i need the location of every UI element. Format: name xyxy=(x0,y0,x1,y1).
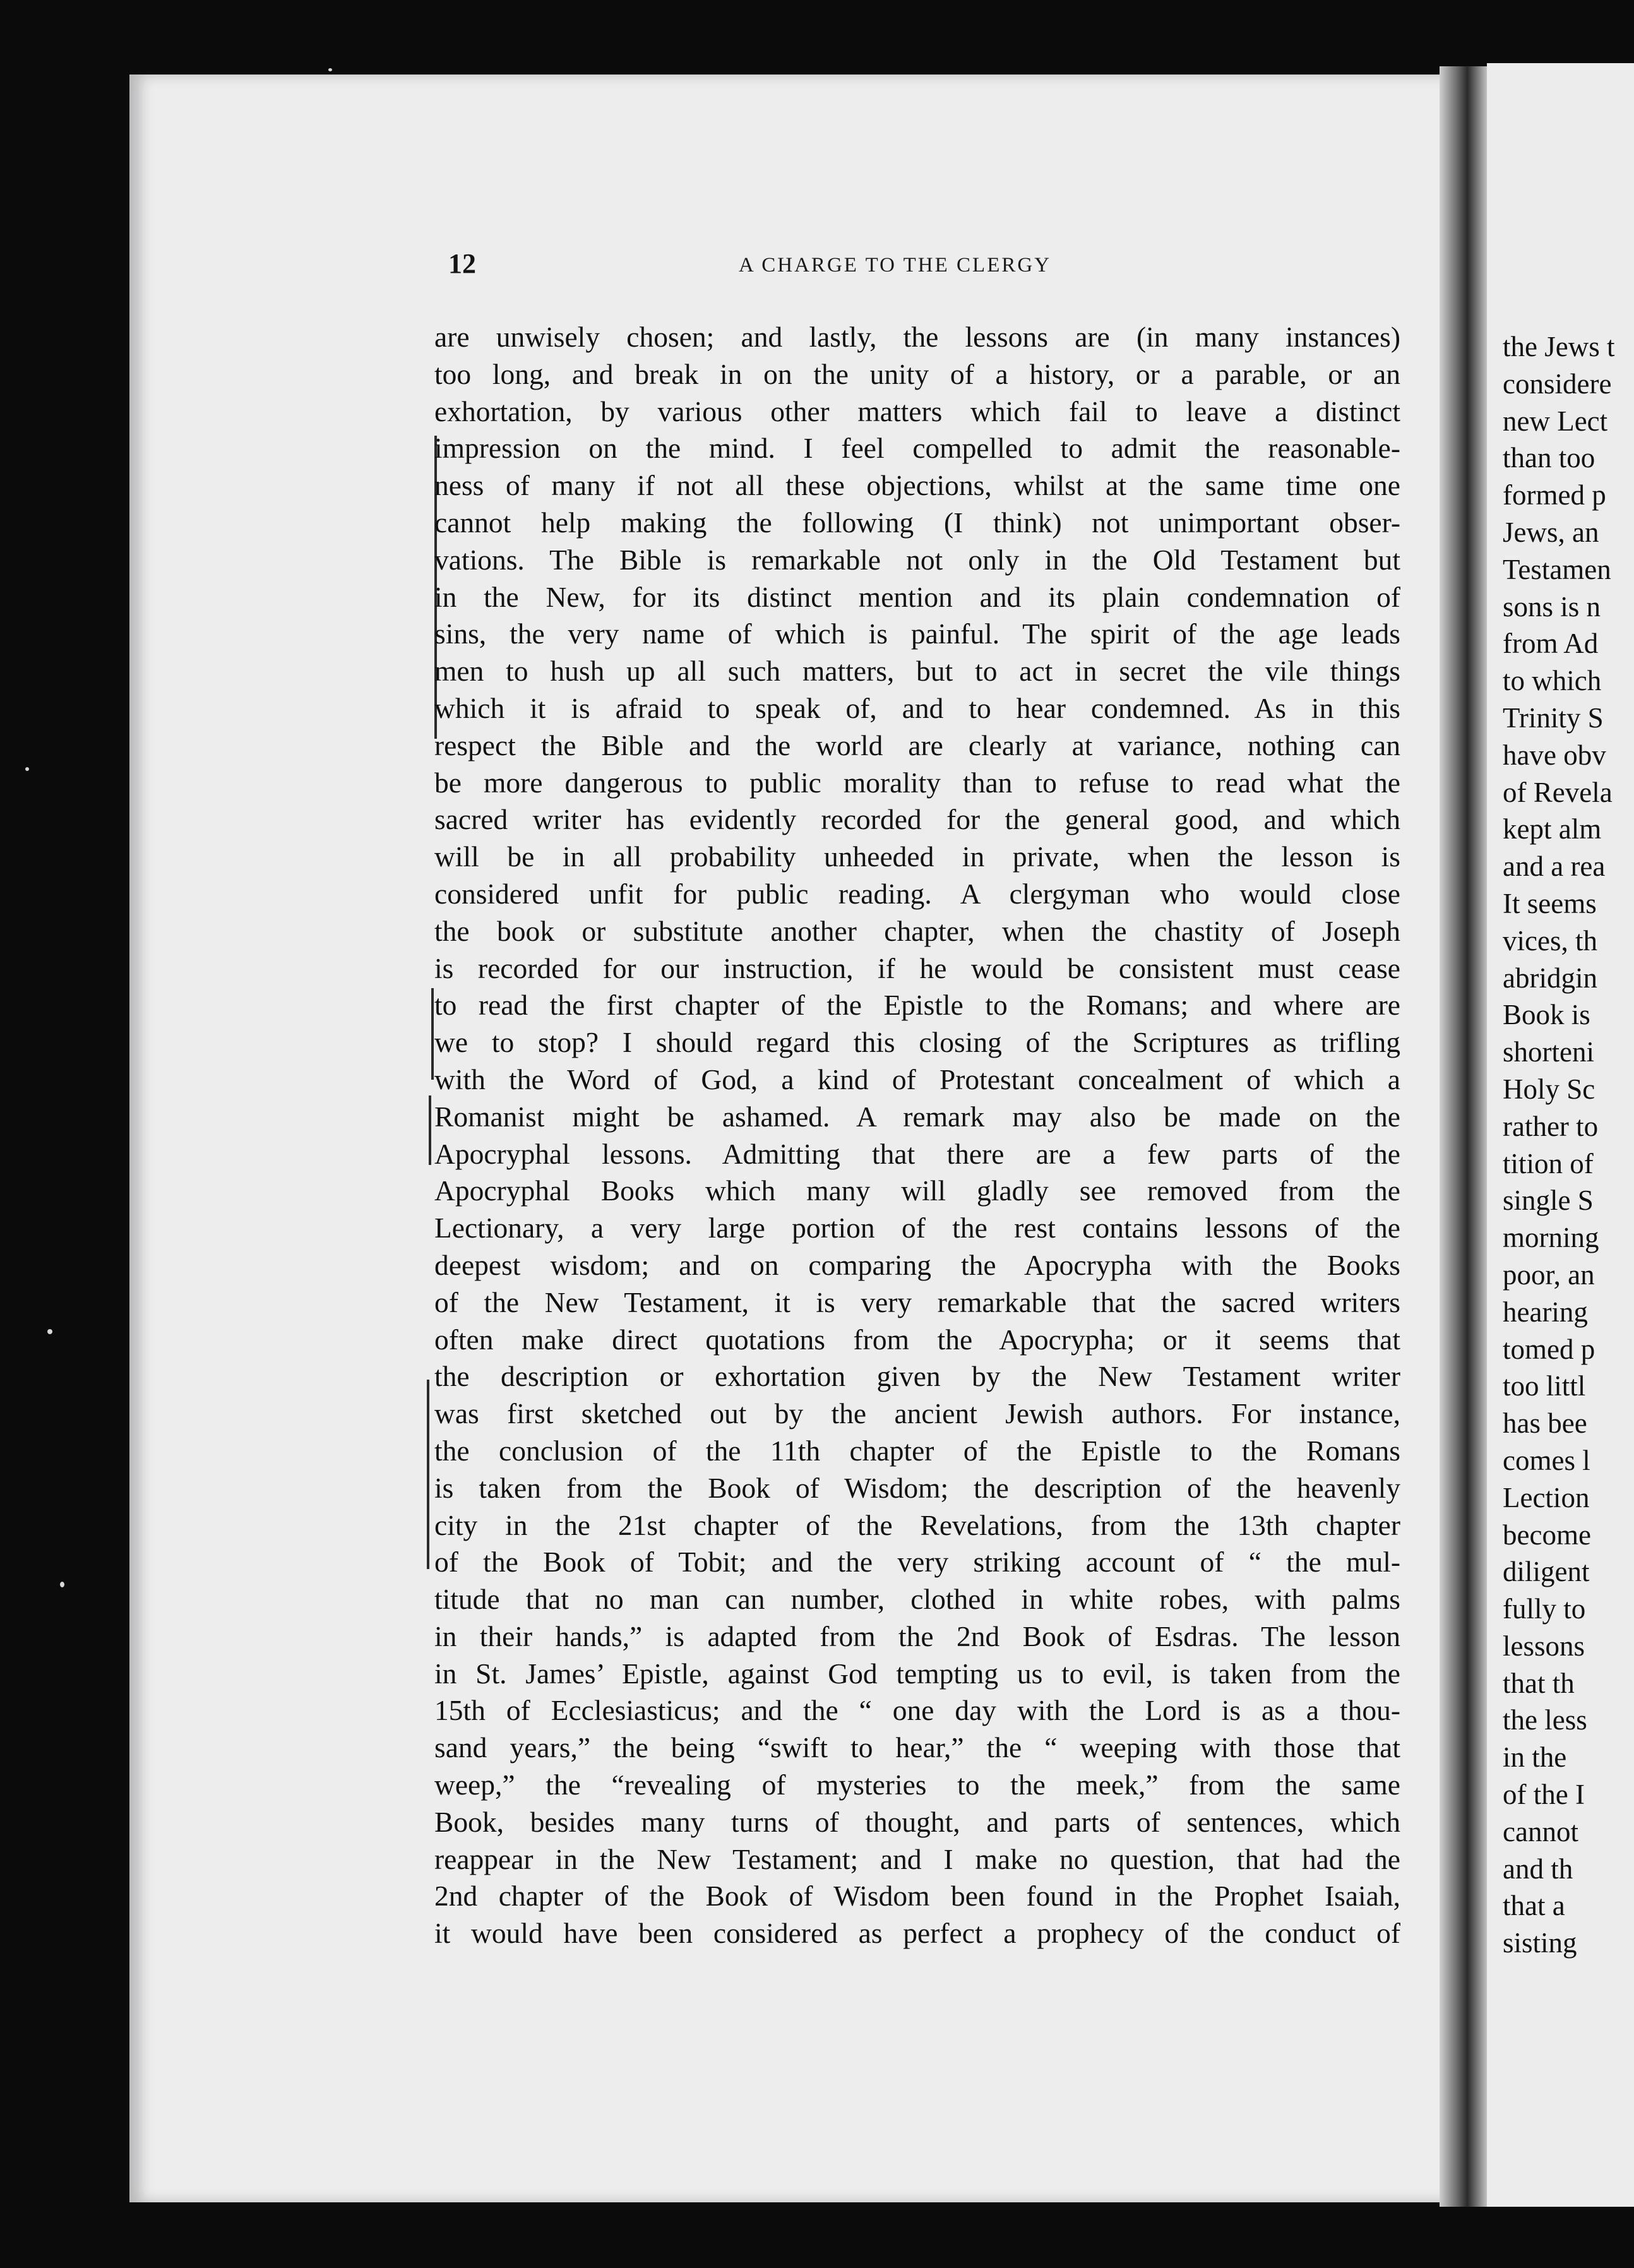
facing-text-line: considere xyxy=(1503,367,1612,400)
text-line: cannot help making the following (I think) not unimportant obser- xyxy=(434,506,1400,539)
facing-text-line: rather to xyxy=(1503,1110,1599,1142)
facing-text-line: poor, an xyxy=(1503,1258,1595,1291)
facing-text-line: that th xyxy=(1503,1667,1575,1699)
page-header xyxy=(448,248,1395,285)
text-line: weep,” the “revealing of mysteries to the meek,” from the same xyxy=(434,1769,1400,1801)
facing-text-line: of the I xyxy=(1503,1779,1585,1811)
text-line: of the Book of Tobit; and the very striking account of “ the mul- xyxy=(434,1546,1400,1579)
text-line: Romanist might be ashamed. A remark may also be made on the xyxy=(434,1100,1400,1133)
facing-text-line: has bee xyxy=(1503,1407,1587,1440)
facing-text-line: and th xyxy=(1503,1853,1573,1885)
scan-speck xyxy=(25,767,29,771)
facing-text-line: It seems xyxy=(1503,887,1597,919)
text-line: of the New Testament, it is very remarkable that the sacred writers xyxy=(434,1286,1400,1318)
facing-text-line: Testamen xyxy=(1503,553,1611,585)
facing-text-line: hearing xyxy=(1503,1296,1588,1328)
facing-text-line: too littl xyxy=(1503,1370,1586,1402)
text-line: the conclusion of the 11th chapter of the Epistle to the Romans xyxy=(434,1434,1400,1467)
facing-text-line: of Revela xyxy=(1503,776,1613,808)
facing-text-line: become xyxy=(1503,1519,1591,1551)
facing-text-line: lessons xyxy=(1503,1630,1585,1662)
text-line: 15th of Ecclesiasticus; and the “ one day with the Lord is as a thou- xyxy=(434,1694,1400,1727)
text-line: in their hands,” is adapted from the 2nd Book of Esdras. The lesson xyxy=(434,1620,1400,1652)
scan-speck xyxy=(47,1329,52,1334)
text-line: in the New, for its distinct mention and its plain condemnation of xyxy=(434,580,1400,613)
text-line: titude that no man can number, clothed in white robes, with palms xyxy=(434,1583,1400,1616)
facing-text-line: tition of xyxy=(1503,1147,1594,1179)
text-line: 2nd chapter of the Book of Wisdom been found in the Prophet Isaiah, xyxy=(434,1880,1400,1913)
page-number: 12 xyxy=(448,248,476,279)
facing-text-line: and a rea xyxy=(1503,850,1606,883)
facing-text-line: sisting xyxy=(1503,1927,1577,1959)
text-line: ness of many if not all these objections, whilst at the same time one xyxy=(434,469,1400,502)
text-line: the book or substitute another chapter, when the chastity of Joseph xyxy=(434,914,1400,947)
running-head: A CHARGE TO THE CLERGY xyxy=(739,254,1052,277)
facing-text-line: diligent xyxy=(1503,1556,1590,1588)
text-line: we to stop? I should regard this closing of the Scriptures as trifling xyxy=(434,1026,1400,1059)
facing-text-line: fully to xyxy=(1503,1593,1586,1625)
facing-text-line: cannot xyxy=(1503,1815,1578,1847)
text-line: respect the Bible and the world are clearly at variance, nothing can xyxy=(434,729,1400,761)
margin-mark xyxy=(431,988,434,1080)
facing-text-line: comes l xyxy=(1503,1444,1590,1476)
facing-text-line: in the xyxy=(1503,1741,1567,1774)
text-line: too long, and break in on the unity of a history, or a parable, or an xyxy=(434,357,1400,390)
text-line: sacred writer has evidently recorded for the general good, and which xyxy=(434,803,1400,836)
book-gutter xyxy=(1440,66,1490,2207)
text-line: sand years,” the being “swift to hear,” the “ weeping with those that xyxy=(434,1731,1400,1764)
text-line: in St. James’ Epistle, against God tempting us to evil, is taken from the xyxy=(434,1657,1400,1690)
facing-text-line: than too xyxy=(1503,442,1595,474)
facing-text-line: Holy Sc xyxy=(1503,1073,1595,1105)
text-line: are unwisely chosen; and lastly, the lessons are (in many instances) xyxy=(434,321,1400,353)
text-line: is recorded for our instruction, if he would be consistent must cease xyxy=(434,952,1400,984)
facing-text-line: the Jews t xyxy=(1503,331,1615,362)
text-line: was first sketched out by the ancient Jewish authors. For instance, xyxy=(434,1397,1400,1430)
text-line: which it is afraid to speak of, and to hear condemned. As in this xyxy=(434,691,1400,724)
facing-text-line: sons is n xyxy=(1503,590,1601,623)
facing-text-line: Book is xyxy=(1503,999,1590,1031)
text-line: deepest wisdom; and on comparing the Apocrypha with the Books xyxy=(434,1248,1400,1281)
facing-text-line: to which xyxy=(1503,665,1602,697)
text-line: be more dangerous to public morality than to refuse to read what the xyxy=(434,766,1400,799)
facing-text-line: abridgin xyxy=(1503,962,1597,994)
margin-mark xyxy=(427,1380,429,1569)
text-line: it would have been considered as perfect a prophecy of the conduct of xyxy=(434,1917,1400,1950)
text-line: reappear in the New Testament; and I make no question, that had the xyxy=(434,1842,1400,1875)
text-line: men to hush up all such matters, but to act in secret the vile things xyxy=(434,655,1400,688)
text-line: exhortation, by various other matters which fail to leave a distinct xyxy=(434,395,1400,427)
text-line: Lectionary, a very large portion of the rest contains lessons of the xyxy=(434,1212,1400,1244)
facing-text-line: single S xyxy=(1503,1185,1594,1217)
facing-text-line: Jews, an xyxy=(1503,516,1599,548)
text-line: Apocryphal Books which many will gladly see removed from the xyxy=(434,1174,1400,1207)
facing-text-line: vices, th xyxy=(1503,924,1597,957)
facing-text-line: the less xyxy=(1503,1704,1587,1736)
text-line: considered unfit for public reading. A clergyman who would close xyxy=(434,877,1400,910)
facing-text-line: from Ad xyxy=(1503,628,1599,660)
text-line: vations. The Bible is remarkable not only in the Old Testament but xyxy=(434,543,1400,576)
text-line: impression on the mind. I feel compelled to admit the reasonable- xyxy=(434,432,1400,465)
main-text-block xyxy=(434,319,1400,1952)
facing-page-text xyxy=(1503,328,1634,1962)
facing-text-line: kept alm xyxy=(1503,813,1602,845)
scan-speck xyxy=(60,1582,64,1587)
scan-speck xyxy=(328,68,332,71)
facing-text-line: shorteni xyxy=(1503,1036,1594,1068)
text-line: to read the first chapter of the Epistle to the Romans; and where are xyxy=(434,989,1400,1022)
margin-mark xyxy=(429,1095,431,1165)
facing-text-line: formed p xyxy=(1503,479,1606,511)
facing-text-line: morning xyxy=(1503,1222,1599,1254)
text-line: Apocryphal lessons. Admitting that there are a few parts of the xyxy=(434,1137,1400,1170)
text-line: with the Word of God, a kind of Protestant concealment of which a xyxy=(434,1063,1400,1095)
text-line: often make direct quotations from the Apocrypha; or it seems that xyxy=(434,1323,1400,1356)
text-line: the description or exhortation given by the New Testament writer xyxy=(434,1360,1400,1393)
facing-text-line: tomed p xyxy=(1503,1333,1595,1365)
facing-text-line: Trinity S xyxy=(1503,701,1604,734)
text-line: sins, the very name of which is painful. The spirit of the age leads xyxy=(434,618,1400,650)
facing-text-line: new Lect xyxy=(1503,405,1608,437)
text-line: will be in all probability unheeded in private, when the lesson is xyxy=(434,840,1400,873)
text-line: is taken from the Book of Wisdom; the description of the heavenly xyxy=(434,1471,1400,1504)
text-line: Book, besides many turns of thought, and parts of sentences, which xyxy=(434,1805,1400,1838)
facing-text-line: have obv xyxy=(1503,739,1606,771)
facing-text-line: that a xyxy=(1503,1890,1565,1922)
facing-text-line: Lection xyxy=(1503,1481,1590,1513)
text-line: city in the 21st chapter of the Revelations, from the 13th chapter xyxy=(434,1508,1400,1541)
